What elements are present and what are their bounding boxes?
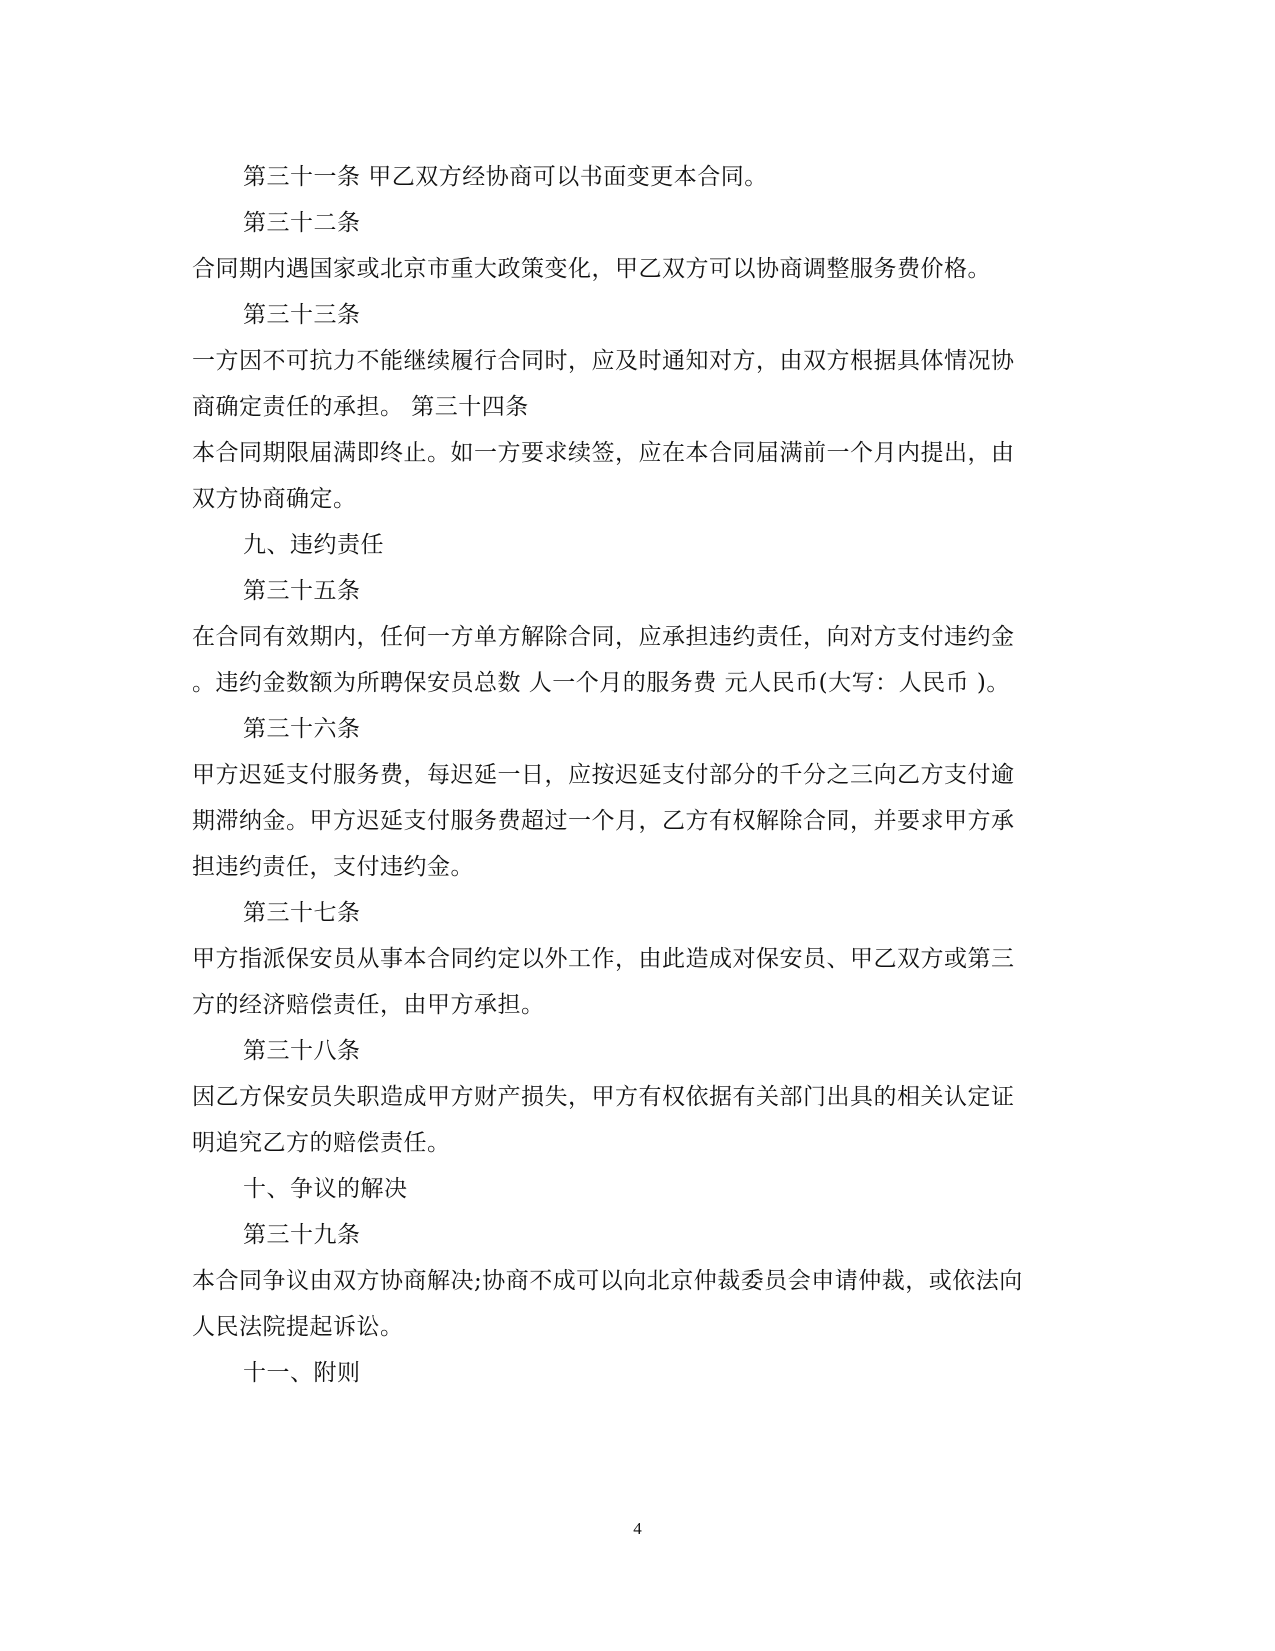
clause-39-text-line-2: 人民法院提起诉讼。: [192, 1314, 404, 1340]
clause-39-heading: 第三十九条: [243, 1222, 361, 1248]
clause-34-text-line-1: 本合同期限届满即终止。如一方要求续签，应在本合同届满前一个月内提出，由: [192, 440, 1015, 466]
clause-36-text-line-2: 期滞纳金。甲方迟延支付服务费超过一个月，乙方有权解除合同，并要求甲方承: [192, 808, 1015, 834]
clause-38-heading: 第三十八条: [243, 1038, 361, 1064]
clause-33-heading: 第三十三条: [243, 302, 361, 328]
clause-32-heading: 第三十二条: [243, 210, 361, 236]
clause-34-text-line-2: 双方协商确定。: [192, 486, 357, 512]
clause-36-text-line-1: 甲方迟延支付服务费，每迟延一日，应按迟延支付部分的千分之三向乙方支付逾: [192, 762, 1015, 788]
clause-37-text-line-2: 方的经济赔偿责任，由甲方承担。: [192, 992, 545, 1018]
section-10-heading: 十、争议的解决: [243, 1176, 408, 1202]
clause-38-text-line-1: 因乙方保安员失职造成甲方财产损失，甲方有权依据有关部门出具的相关认定证: [192, 1084, 1015, 1110]
clause-37-heading: 第三十七条: [243, 900, 361, 926]
section-11-heading: 十一、附则: [243, 1360, 361, 1386]
clause-32-text: 合同期内遇国家或北京市重大政策变化，甲乙双方可以协商调整服务费价格。: [192, 256, 991, 282]
clause-37-text-line-1: 甲方指派保安员从事本合同约定以外工作，由此造成对保安员、甲乙双方或第三: [192, 946, 1015, 972]
clause-33-text-line-2: 商确定责任的承担。 第三十四条: [192, 394, 529, 420]
clause-35-text-line-2: 。违约金数额为所聘保安员总数 人一个月的服务费 元人民币(大写：人民币 )。: [192, 670, 1010, 696]
clause-33-text-line-1: 一方因不可抗力不能继续履行合同时，应及时通知对方，由双方根据具体情况协: [192, 348, 1015, 374]
clause-36-heading: 第三十六条: [243, 716, 361, 742]
page-number: 4: [633, 1519, 642, 1538]
clause-35-text-line-1: 在合同有效期内，任何一方单方解除合同，应承担违约责任，向对方支付违约金: [192, 624, 1015, 650]
clause-36-text-line-3: 担违约责任，支付违约金。: [192, 854, 474, 880]
clause-31-text: 第三十一条 甲乙双方经协商可以书面变更本合同。: [243, 164, 768, 190]
section-9-heading: 九、违约责任: [243, 532, 384, 558]
clause-35-heading: 第三十五条: [243, 578, 361, 604]
clause-38-text-line-2: 明追究乙方的赔偿责任。: [192, 1130, 451, 1156]
clause-39-text-line-1: 本合同争议由双方协商解决;协商不成可以向北京仲裁委员会申请仲裁，或依法向: [192, 1268, 1023, 1294]
